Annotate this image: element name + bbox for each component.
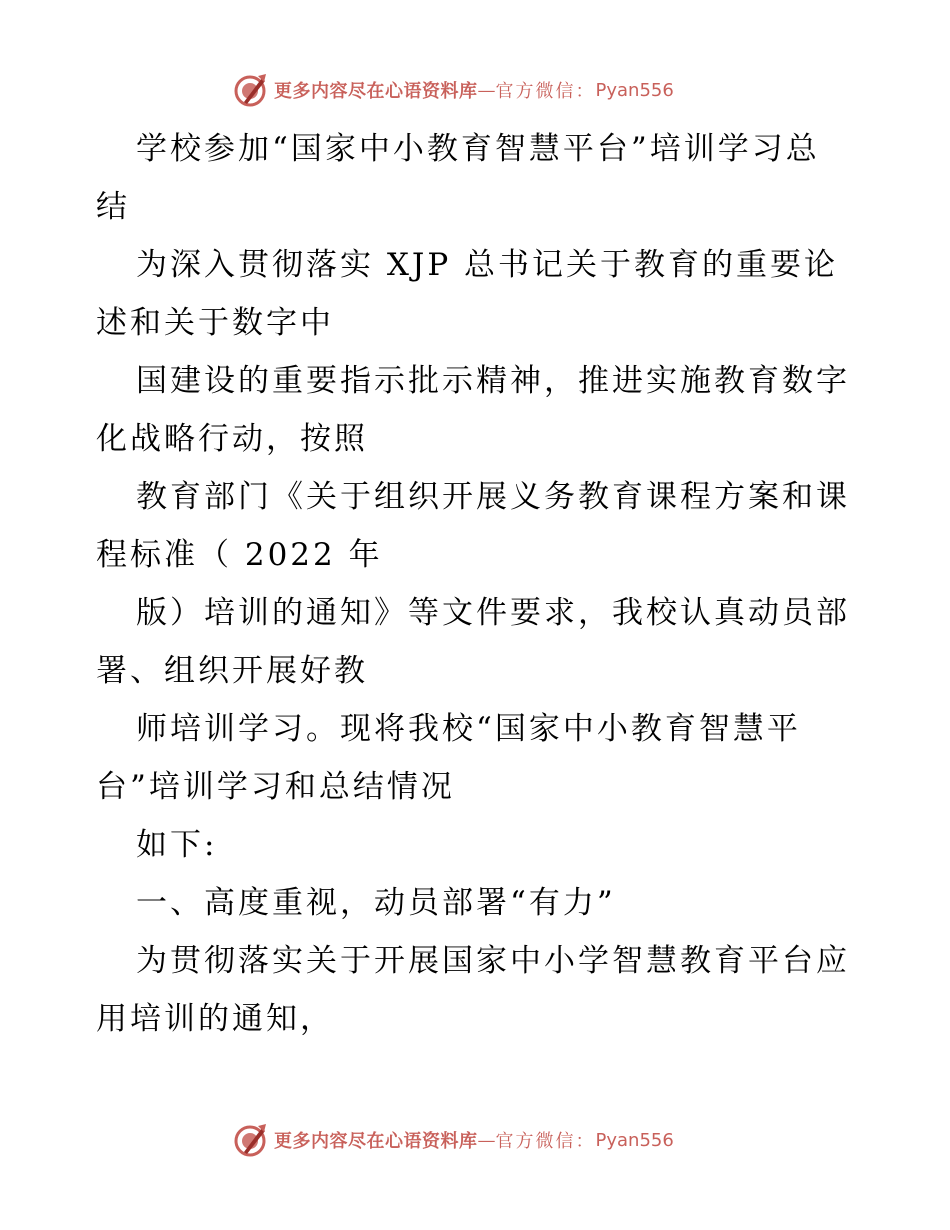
- paragraph-line: 用培训的通知，: [96, 1001, 334, 1037]
- watermark-separator: —: [477, 1129, 496, 1151]
- watermark-wechat-id: Pyan556: [595, 79, 674, 101]
- paragraph-line: 述和关于数字中: [96, 305, 334, 341]
- paragraph-line: 版）培训的通知》等文件要求，我校认真动员部: [136, 595, 850, 631]
- paragraph-line: 为深入贯彻落实 XJP 总书记关于教育的重要论: [136, 247, 839, 283]
- watermark-separator: —: [477, 79, 496, 101]
- paragraph-line: 台”培训学习和总结情况: [96, 769, 455, 805]
- header-watermark: [232, 70, 674, 110]
- paragraph-line: 国建设的重要指示批示精神，推进实施教育数字: [136, 363, 850, 399]
- paragraph-line: 化战略行动，按照: [96, 421, 368, 457]
- watermark-lead-text: 更多内容尽在心语资料库: [274, 1131, 478, 1152]
- section-heading: 一、高度重视，动员部署“有力”: [136, 885, 616, 921]
- watermark-tail-text: 官方微信：: [495, 1131, 596, 1152]
- watermark-tail-text: 官方微信：: [495, 81, 596, 102]
- paragraph-line: 为贯彻落实关于开展国家中小学智慧教育平台应: [136, 943, 850, 979]
- footer-watermark: [232, 1120, 674, 1160]
- paragraph-line: 署、组织开展好教: [96, 653, 368, 689]
- document-title-line: 学校参加“国家中小教育智慧平台”培训学习总: [136, 131, 820, 167]
- paragraph-line: 程标准（ 2022 年: [96, 537, 383, 573]
- seal-logo-icon: [232, 1122, 268, 1158]
- watermark-lead-text: 更多内容尽在心语资料库: [274, 81, 478, 102]
- watermark-wechat-id: Pyan556: [595, 1129, 674, 1151]
- seal-logo-icon: [232, 72, 268, 108]
- paragraph-line: 教育部门《关于组织开展义务教育课程方案和课: [136, 479, 850, 515]
- document-body: [96, 120, 866, 1048]
- paragraph-line: 如下:: [136, 827, 218, 863]
- paragraph-line: 师培训学习。现将我校“国家中小教育智慧平: [136, 711, 801, 747]
- document-title-line: 结: [96, 189, 130, 225]
